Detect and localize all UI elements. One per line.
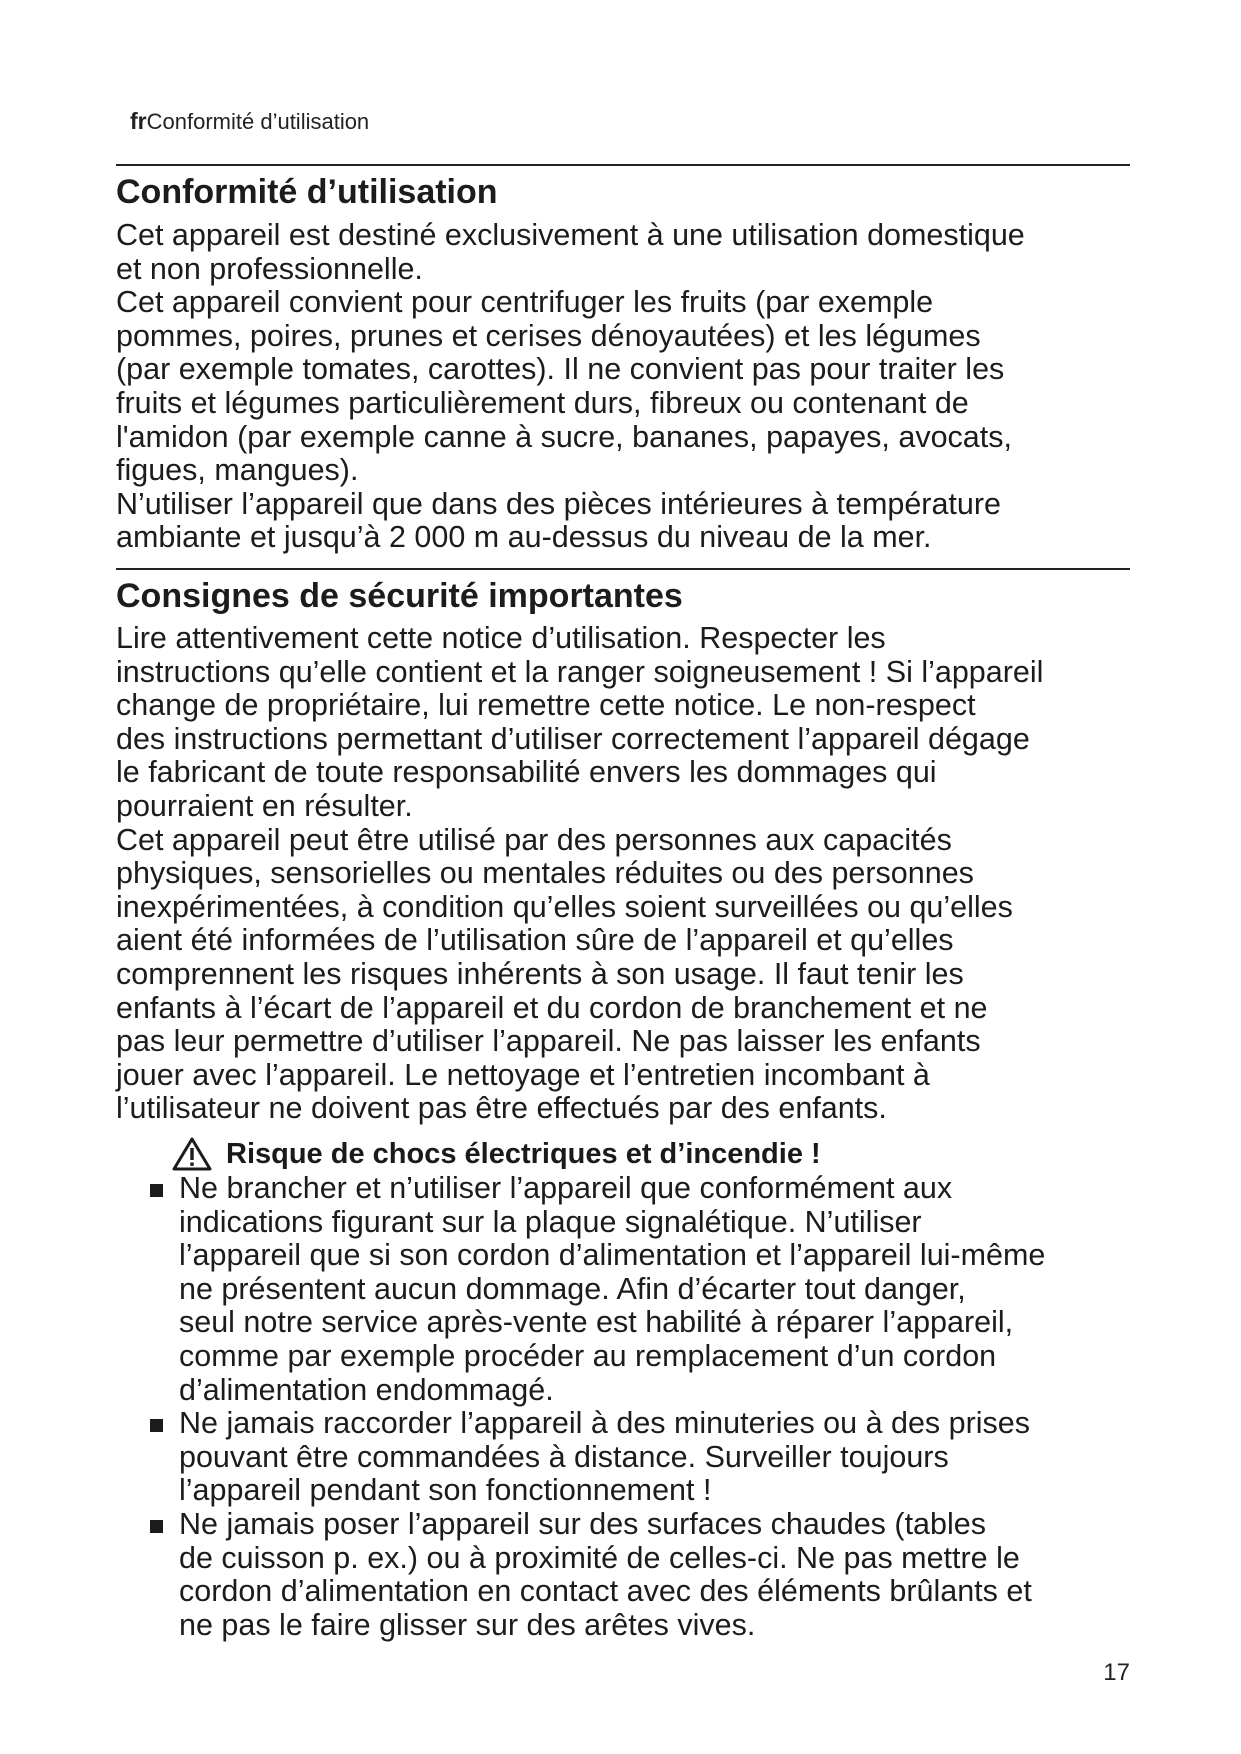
paragraph: Lire attentivement cette notice d’utilisation. Respecter les instructions qu’elle contient et la ranger soigneusement ! Si l’appareil change de propriétaire, lui remettre cette notice. Le non-respect des instructions permettant d’utiliser correctement l’appareil dégage le fabricant de toute responsabilité envers les dommages qui pourraient en résulter.: [116, 621, 1044, 823]
running-title: Conformité d’utilisation: [146, 109, 370, 134]
bullet-text: Ne jamais poser l’appareil sur des surfaces chaudes (tables de cuisson p. ex.) ou à proximité de celles-ci. Ne pas mettre le cordon d’alimentation en contact avec des éléments brûlants et ne pas le faire glisser sur des arêtes vives.: [179, 1506, 1032, 1642]
warning-title: Risque de chocs électriques et d’incendie !: [226, 1138, 821, 1170]
section-divider-1: [116, 164, 1130, 166]
paragraph: Cet appareil convient pour centrifuger les fruits (par exemple pommes, poires, prunes et cerises dénoyautées) et les légumes (par exemple tomates, carottes). Il ne convient pas pour traiter les fruits et légumes particulièrement durs, fibreux ou contenant de l'amidon (par exemple canne à sucre, bananes, papayes, avocats, figues, mangues).: [116, 285, 1012, 488]
safety-bullet-list: [146, 1172, 1136, 1642]
running-header: [130, 108, 369, 135]
paragraph: Cet appareil peut être utilisé par des personnes aux capacités physiques, sensorielles ou mentales réduites ou des personnes inexpérimentées, à condition qu’elles soient surveillées ou qu’elles aient été informées de l’utilisation sûre de l’appareil et qu’elles comprennent les risques inhérents à son usage. Il faut tenir les enfants à l’écart de l’appareil et du cordon de branchement et ne pas leur permettre d’utiliser l’appareil. Ne pas laisser les enfants jouer avec l’appareil. Le nettoyage et l’entretien incombant à l’utilisateur ne doivent pas être effectués par des enfants.: [116, 822, 1013, 1126]
bullet-text: Ne brancher et n’utiliser l’appareil que conformément aux indications figurant sur la plaque signalétique. N’utiliser l’appareil que si son cordon d’alimentation et l’appareil lui-même ne présentent aucun dommage. Afin d’écarter tout danger, seul notre service après-vente est habilité à réparer l’appareil, comme par exemple procéder au remplacement d’un cordon d’alimentation endommagé.: [179, 1171, 1046, 1407]
bullet-square-icon: [150, 1520, 163, 1533]
page-number: 17: [1103, 1659, 1130, 1686]
section-body-consignes: [116, 622, 1136, 1126]
language-code: fr: [130, 108, 147, 134]
list-item: [146, 1508, 1136, 1642]
bullet-text: Ne jamais raccorder l’appareil à des minuteries ou à des prises pouvant être commandées à distance. Surveiller toujours l’appareil pendant son fonctionnement !: [179, 1406, 1031, 1508]
section-title-consignes: Consignes de sécurité importantes: [116, 577, 683, 615]
list-item: [146, 1172, 1136, 1407]
warning-triangle-icon: [172, 1137, 212, 1171]
list-item: [146, 1407, 1136, 1508]
section-body-conformite: [116, 219, 1136, 555]
paragraph: N’utiliser l’appareil que dans des pièces intérieures à température ambiante et jusqu’à 2 000 m au-dessus du niveau de la mer.: [116, 486, 1001, 555]
bullet-square-icon: [150, 1184, 163, 1197]
bullet-square-icon: [150, 1419, 163, 1432]
warning-heading: [172, 1137, 821, 1171]
paragraph: Cet appareil est destiné exclusivement à une utilisation domestique et non professionnelle.: [116, 218, 1025, 286]
section-divider-2: [116, 568, 1130, 570]
section-title-conformite: Conformité d’utilisation: [116, 173, 498, 211]
